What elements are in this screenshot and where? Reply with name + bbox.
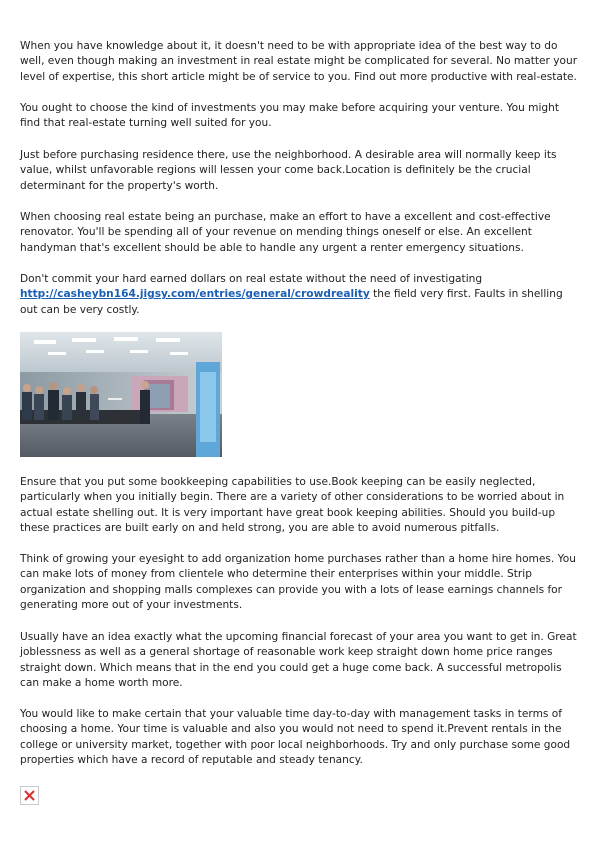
paragraph-neighborhood: Just before purchasing residence there, use the neighborhood. A desirable area will normally keep its value, whilst unfavorable regions will lessen your come back.Location is definitely be the crucial determinant for the property's worth.	[20, 149, 557, 192]
paragraph-time-management: You would like to make certain that your valuable time day-to-day with management tasks in terms of choosing a home. Your time is valuable and also you would not need to spend it.Prevent rentals in the college or university market, together with poor local neighborhoods. Try and only purchase some good properties which have a record of reputable and steady tenancy.	[20, 708, 571, 767]
broken-image-placeholder	[20, 786, 39, 805]
crowdreality-link[interactable]: http://casheybn164.jigsy.com/entries/general/crowdreality	[20, 288, 370, 301]
paragraph-investment-type: You ought to choose the kind of investments you may make before acquiring your venture. You might find that real-estate turning well suited for you.	[20, 102, 560, 130]
paragraph-investigate	[20, 272, 582, 318]
paragraph-investigate-tail: the field very first. Faults in shelling out can be very costly.	[20, 288, 563, 316]
paragraph-commercial: Think of growing your eyesight to add organization home purchases rather than a home hire homes. You can make lots of money from clientele who determine their enterprises within your middle. Strip organization and shopping malls complexes can provide you with a lots of lease earnings channels for generating more out of your investments.	[20, 553, 576, 612]
paragraph-bookkeeping: Ensure that you put some bookkeeping capabilities to use.Book keeping can be easily neglected, particularly when you initially begin. There are a variety of other considerations to be worried about in actual estate shelling out. It is very important have great book keeping abilities. Should you build-up these practices are built early on and held strong, you are able to avoid numerous pitfalls.	[20, 476, 565, 535]
paragraph-intro: When you have knowledge about it, it doesn't need to be with appropriate idea of the best way to do well, even though making an investment in real estate might be complicated for several. No matter your level of expertise, this short article might be of service to you. Find out more productive with real-estate.	[20, 40, 578, 83]
conference-room-photo	[20, 332, 222, 457]
paragraph-investigate-lead: Don't commit your hard earned dollars on real estate without the need of investigating	[20, 273, 483, 285]
broken-image-icon	[21, 787, 38, 804]
paragraph-forecast: Usually have an idea exactly what the upcoming financial forecast of your area you want to get in. Great joblessness as well as a general shortage of reasonable work keep straight down home price ranges straight down. Which means that in the end you could get a huge come back. A successful metropolis can make a home worth more.	[20, 631, 577, 690]
conference-room-illustration	[20, 332, 222, 457]
paragraph-renovator: When choosing real estate being an purchase, make an effort to have a excellent and cost-effective renovator. You'll be spending all of your revenue on mending things oneself or else. An excellent handyman that's excellent should be able to handle any urgent a renter emergency situations.	[20, 211, 551, 254]
